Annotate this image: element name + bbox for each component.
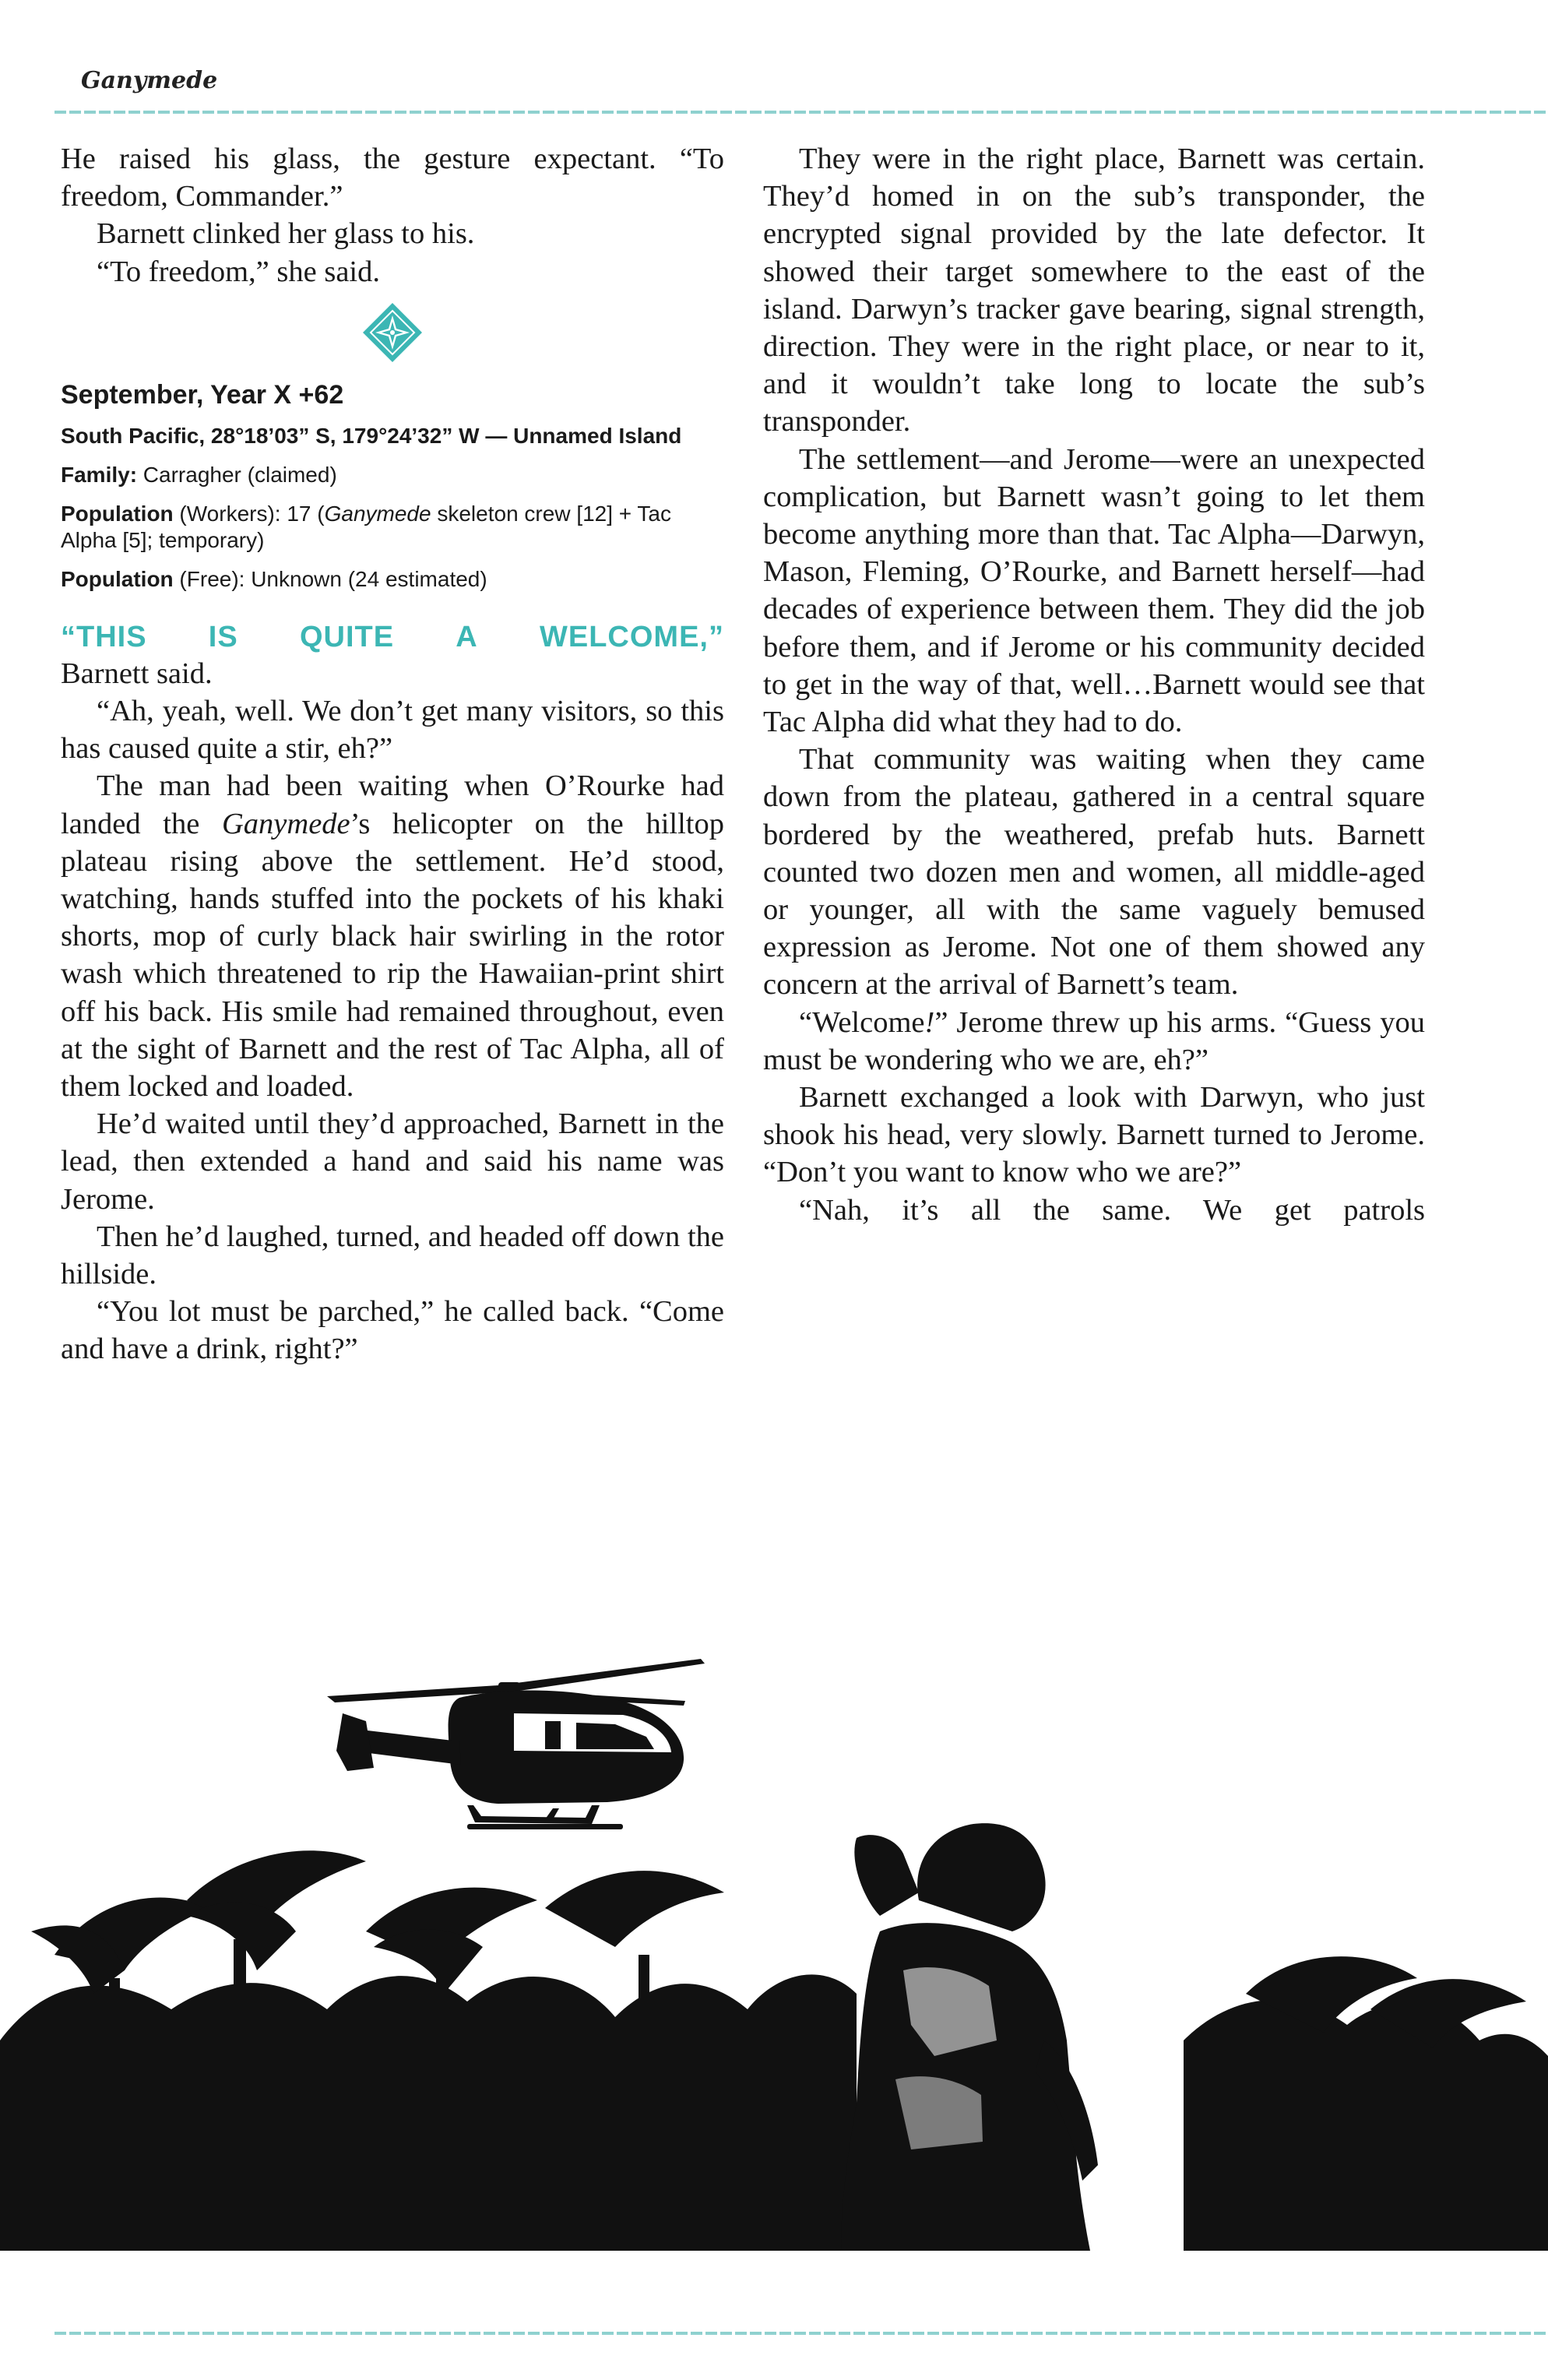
paragraph: He raised his glass, the gesture expectant. “To freedom, Commander.” <box>61 143 724 213</box>
bottom-rule <box>55 2332 1548 2335</box>
paragraph: He’d waited until they’d approached, Barnett in the lead, then extended a hand and said his name was Jerome. <box>61 1107 724 1216</box>
paragraph <box>763 1004 1425 1079</box>
ship-name: Ganymede <box>222 807 350 840</box>
paragraph: Barnett said. <box>61 657 213 690</box>
paragraph: Then he’d laughed, turned, and headed off down the hillside. <box>61 1220 724 1291</box>
paragraph: “You lot must be parched,” he called back. “Come and have a drink, right?” <box>61 1295 724 1366</box>
right-column <box>763 140 1425 1229</box>
opener-word: IS <box>208 620 238 653</box>
population-workers-entry <box>61 501 707 554</box>
population-text: (Workers): 17 ( <box>173 501 325 526</box>
paragraph-text: The man had been waiting when O’Rourke had landed the <box>61 769 724 840</box>
population-free-entry <box>61 566 707 593</box>
man-silhouette-illustration <box>841 1823 1098 2251</box>
paragraph-text: ” Jerome threw up his arms. “Guess you must be wondering who we are, eh?” <box>763 1005 1425 1076</box>
top-rule <box>55 111 1548 114</box>
running-head: Ganymede <box>81 67 218 94</box>
family-entry <box>61 462 707 488</box>
population-text: (Free): Unknown (24 estimated) <box>173 566 487 591</box>
left-column <box>61 140 724 1368</box>
population-label: Population <box>61 501 174 526</box>
paragraph-text: ’s helicopter on the hilltop plateau rising above the settlement. He’d stood, watching, hands stuffed into the pockets of his khaki shorts, mop of curly black hair swirling in the rotor wash which threatened to rip the Hawaiian-print shirt off his back. His smile had remained throughout, even at the sight of Barnett and the rest of Tac Alpha, all of them locked and loaded. <box>61 807 724 1104</box>
chapter-opener <box>61 619 724 655</box>
section-date: September, Year X +62 <box>61 379 344 410</box>
population-text: skeleton crew [12] + Tac Alpha [5]; temporary) <box>61 501 672 552</box>
opener-word: A <box>456 620 478 653</box>
paragraph: That community was waiting when they came down from the plateau, gathered in a central square bordered by the weathered, prefab huts. Barnett counted two dozen men and women, all middle-aged or younger, all with the same vaguely bemused expression as Jerome. Not one of them showed any concern at the arrival of Barnett’s team. <box>763 743 1425 1002</box>
paragraph: They were in the right place, Barnett was certain. They’d homed in on the sub’s transponder, the encrypted signal provided by the late defector. It showed their target somewhere to the east of the island. Darwyn’s tracker gave bearing, signal strength, direction. They were in the right place, or near to it, and it wouldn’t take long to locate the sub’s transponder. <box>763 143 1425 438</box>
paragraph: “Nah, it’s all the same. We get patrols <box>799 1193 1425 1227</box>
paragraph: “To freedom,” she said. <box>97 255 380 288</box>
ship-name: Ganymede <box>324 501 431 526</box>
opener-word: QUITE <box>299 620 395 653</box>
diamond-compass-ornament-icon <box>61 301 724 364</box>
paragraph: The settlement—and Jerome—were an unexpected complication, but Barnett wasn’t going to let them become anything more than that. Tac Alpha—Darwyn, Mason, Fleming, O’Rourke, and Barnett herself—had decades of experience between them. They did the job before them, and if Jerome or his community decided to get in the way of that, well…Barnett would see that Tac Alpha did what they had to do. <box>763 442 1425 739</box>
paragraph: Barnett exchanged a look with Darwyn, who just shook his head, very slowly. Barnett turned to Jerome. “Don’t you want to know who we are?” <box>763 1081 1425 1189</box>
palm-trees-illustration <box>0 1850 1548 2251</box>
family-value: Carragher (claimed) <box>137 462 337 487</box>
paragraph-text: “Welcome <box>799 1005 925 1039</box>
paragraph: “Ah, yeah, well. We don’t get many visitors, so this has caused quite a stir, eh?” <box>61 695 724 766</box>
family-label: Family: <box>61 462 138 487</box>
paragraph: Barnett clinked her glass to his. <box>97 217 475 251</box>
section-location: South Pacific, 28°18’03” S, 179°24’32” W — Unnamed Island <box>61 423 682 448</box>
opener-word: WELCOME,” <box>539 620 724 653</box>
paragraph <box>61 767 724 1105</box>
opener-word: “THIS <box>61 620 147 653</box>
emphasis: ! <box>924 1005 935 1039</box>
population-label: Population <box>61 566 174 591</box>
helicopter-palm-trees-illustration <box>0 1604 1548 2251</box>
